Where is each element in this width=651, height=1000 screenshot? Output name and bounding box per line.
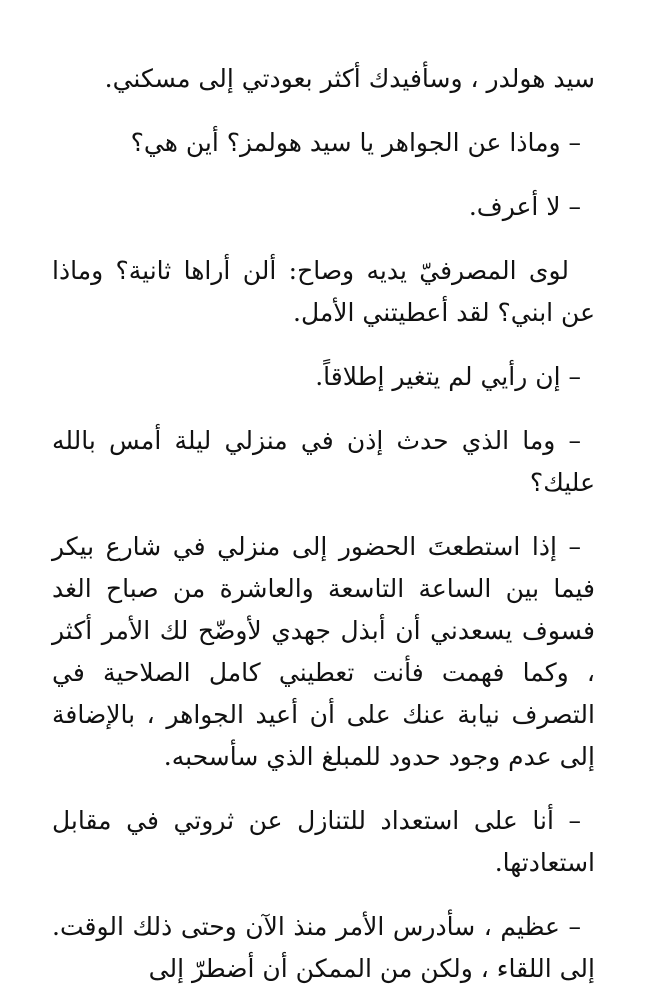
paragraph-continuation: سيد هولدر ، وسأفيدك أكثر بعودتي إلى مسكني. bbox=[104, 64, 595, 93]
dialogue-line: – عظيم ، سأدرس الأمر منذ الآن وحتى ذلك الوقت. إلى اللقاء ، ولكن من الممكن أن أضطرّ إلى bbox=[52, 912, 595, 983]
dialogue-line: – إن رأيي لم يتغير إطلاقاً. bbox=[315, 362, 581, 391]
dialogue-line: – إذا استطعتَ الحضور إلى منزلي في شارع بيكر فيما بين الساعة التاسعة والعاشرة من صباح الغد فسوف يسعدني أن أبذل جهدي لأوضّح لك الأمر أكثر ، وكما فهمت فأنت تعطيني كامل الصلاحية في التصرف نيابة عنك على أن أعيد الجواهر ، بالإضافة إلى عدم وجود حدود للمبلغ الذي سأسحبه. bbox=[52, 532, 595, 771]
dialogue-line: – وما الذي حدث إذن في منزلي ليلة أمس بالله عليك؟ bbox=[52, 426, 595, 497]
narration-paragraph: لوى المصرفيّ يديه وصاح: ألن أراها ثانية؟ وماذا عن ابني؟ لقد أعطيتني الأمل. bbox=[52, 256, 595, 327]
dialogue-line: – وماذا عن الجواهر يا سيد هولمز؟ أين هي؟ bbox=[130, 128, 581, 157]
dialogue-line: – أنا على استعداد للتنازل عن ثروتي في مقابل استعادتها. bbox=[52, 806, 595, 877]
dialogue-line: – لا أعرف. bbox=[468, 192, 581, 221]
